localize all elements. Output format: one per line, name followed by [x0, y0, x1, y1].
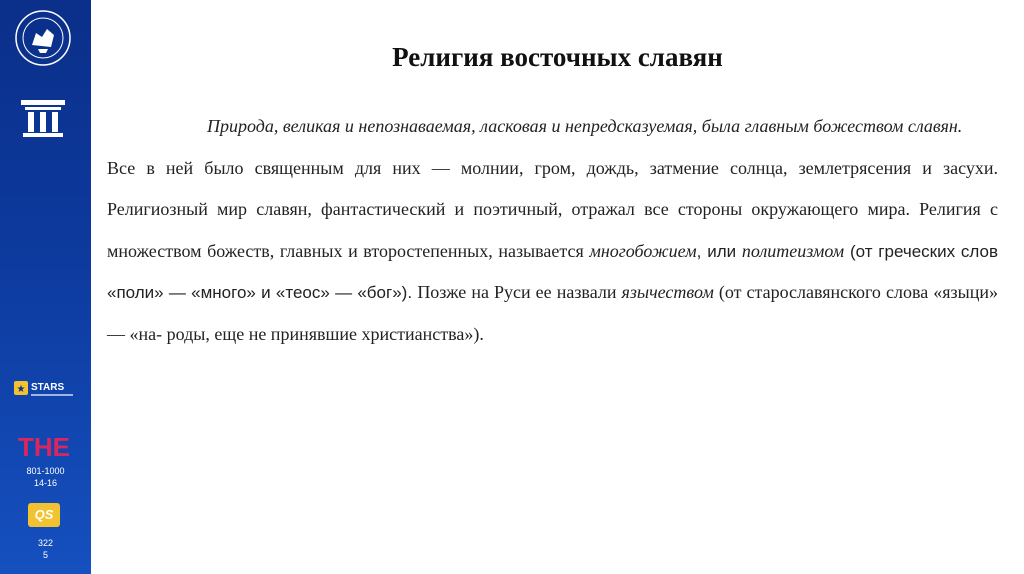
- qs-logo: [28, 503, 60, 527]
- slide-title: Религия восточных славян: [392, 42, 723, 72]
- paragraph-text-3: (от греческих слов «поли» — «много» и «теос» — «бог»).: [107, 241, 998, 302]
- qs-rank-text: 322: [37, 538, 54, 548]
- stars-label: STARS: [31, 382, 65, 393]
- svg-text:★: ★: [16, 384, 26, 395]
- the-ranking-logo: [18, 428, 70, 464]
- term-paganism: язычеством: [621, 282, 714, 302]
- university-column-icon: [19, 98, 67, 138]
- paragraph-text-1: Все в ней было священным для них — молнии, гром, дождь, затмение солнца, землетрясения и засухи. Религиозный мир славян, фантастический и поэтичный, отражал все стороны окружающего мира. Религия с множеством божеств, главных и второстепенных, называется: [107, 157, 998, 261]
- term-polytheism-ru: многобожием: [589, 240, 697, 261]
- slide-content: [107, 106, 998, 355]
- the-rank-text: 801-1000: [26, 466, 65, 476]
- main-paragraph: [107, 148, 998, 356]
- epigraph: Природа, великая и непознаваемая, ласковая и непредсказуемая, была главным божеством славян.: [207, 116, 963, 136]
- stars-rating-badge: [14, 380, 78, 402]
- paragraph-text-2: , или: [696, 241, 742, 261]
- university-emblem-icon: [14, 9, 72, 67]
- paragraph-text-4: Позже на Руси ее назвали: [417, 282, 622, 302]
- term-polytheism: политеизмом: [741, 240, 845, 261]
- qs-label: QS: [34, 507, 54, 522]
- university-sidebar: [0, 0, 91, 574]
- the-year-text: 14-16: [33, 478, 58, 488]
- the-label: THE: [18, 432, 70, 462]
- qs-stars-text: 5: [42, 550, 48, 560]
- paragraph-text-5: (от старославянского слова «языци» — «на- роды, еще не принявшие христианства»).: [107, 282, 998, 344]
